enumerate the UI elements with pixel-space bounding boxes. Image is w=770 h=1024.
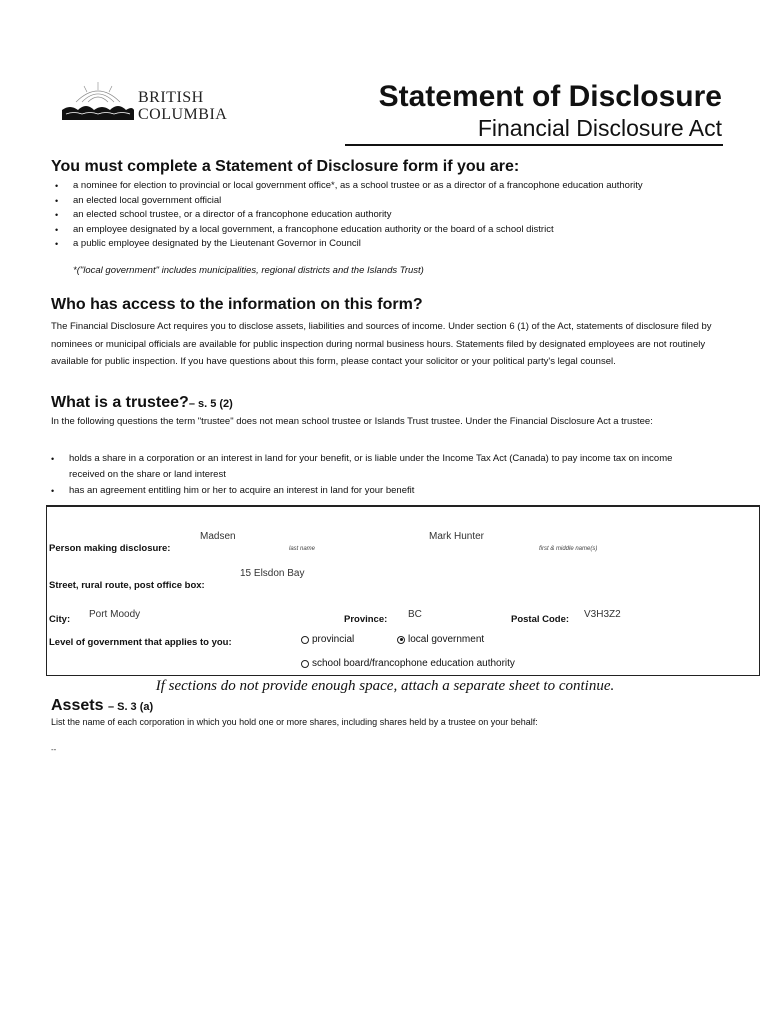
- assets-section-ref: – S. 3 (a): [107, 701, 154, 713]
- must-complete-list: [54, 179, 704, 252]
- logo-line-2: COLUMBIA: [138, 106, 228, 123]
- list-item: • an employee designated by a local government, a francophone education authority or the board of a school district: [54, 223, 704, 238]
- postal-code-value[interactable]: V3H3Z2: [584, 609, 621, 620]
- access-paragraph: The Financial Disclosure Act requires you to disclose assets, liabilities and sources of income. Under section 6 (1) of the Act, statements of disclosure filed by nominees or municipal officials are available for public inspection during normal business hours. Statements filed by designated employees are not routinely available for public inspection. If you have questions about this form, please contact your solicitor or your political party's legal counsel.: [51, 321, 712, 367]
- option-label: school board/francophone education authority: [312, 658, 515, 669]
- list-item: • has an agreement entitling him or her to acquire an interest in land for your benefit: [50, 483, 690, 499]
- title-divider: [345, 144, 723, 146]
- level-label: Level of government that applies to you:: [49, 637, 232, 648]
- trustee-list: [50, 451, 690, 499]
- postal-code-label: Postal Code:: [511, 614, 570, 625]
- logo-line-1: BRITISH: [138, 89, 204, 106]
- page-subtitle: Financial Disclosure Act: [477, 115, 722, 141]
- page-title: Statement of Disclosure: [378, 80, 722, 113]
- last-name-value[interactable]: Madsen: [200, 531, 236, 542]
- city-label: City:: [49, 614, 71, 625]
- province-value[interactable]: BC: [408, 609, 422, 620]
- access-heading: Who has access to the information on this form?: [51, 296, 423, 313]
- trustee-paragraph: In the following questions the term "trustee" does not mean school trustee or Islands Trust trustee. Under the Financial Disclosure Act a trustee:: [51, 416, 653, 427]
- option-provincial[interactable]: [301, 634, 354, 645]
- trustee-section-ref: – s. 5 (2): [188, 398, 233, 410]
- list-item: • a nominee for election to provincial or local government office*, as a school trustee or as a director of a francophone education authority: [54, 179, 704, 194]
- list-item: • an elected local government official: [54, 194, 704, 209]
- personal-info-form: [46, 505, 760, 676]
- last-name-hint: last name: [289, 546, 316, 552]
- must-complete-heading: You must complete a Statement of Disclosure form if you are:: [51, 158, 520, 175]
- option-label: provincial: [312, 634, 355, 645]
- radio-icon[interactable]: [301, 636, 309, 644]
- city-value[interactable]: Port Moody: [89, 609, 141, 620]
- list-item: • an elected school trustee, or a director of a francophone education authority: [54, 208, 704, 223]
- assets-heading: [51, 697, 153, 715]
- local-government-note: *("local government" includes municipalities, regional districts and the Islands Trust): [73, 265, 424, 276]
- street-label: Street, rural route, post office box:: [49, 580, 205, 591]
- option-local-government[interactable]: [397, 634, 484, 645]
- province-label: Province:: [344, 614, 388, 625]
- option-school-board[interactable]: [301, 658, 515, 669]
- bc-logo: [60, 80, 260, 130]
- first-name-hint: first & middle name(s): [539, 546, 598, 552]
- street-value[interactable]: 15 Elsdon Bay: [240, 568, 305, 579]
- radio-icon[interactable]: [301, 660, 309, 668]
- first-name-value[interactable]: Mark Hunter: [429, 531, 485, 542]
- bc-logo-emblem-icon: [60, 80, 136, 124]
- trustee-heading-text: What is a trustee?: [51, 394, 189, 411]
- trustee-heading: [51, 394, 233, 412]
- person-label: Person making disclosure:: [49, 543, 171, 554]
- assets-heading-text: Assets: [51, 697, 104, 714]
- radio-selected-icon[interactable]: [397, 636, 405, 644]
- list-item: • a public employee designated by the Lieutenant Governor in Council: [54, 237, 704, 252]
- list-item: • holds a share in a corporation or an interest in land for your benefit, or is liable under the Income Tax Act (Canada) to pay income tax on income received on the share or land interest: [50, 451, 690, 483]
- assets-entry[interactable]: --: [51, 745, 57, 754]
- continue-note: If sections do not provide enough space, attach a separate sheet to continue.: [155, 678, 615, 694]
- option-label: local government: [408, 634, 485, 645]
- assets-instruction: List the name of each corporation in which you hold one or more shares, including shares held by a trustee on your behalf:: [51, 717, 538, 727]
